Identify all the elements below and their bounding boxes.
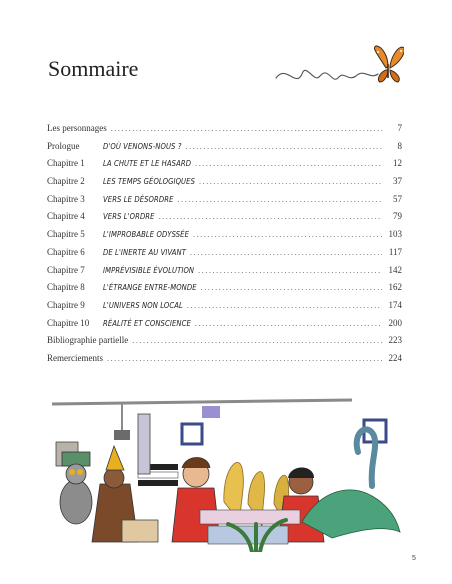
toc-row[interactable] bbox=[47, 211, 402, 229]
table-of-contents bbox=[47, 123, 402, 371]
dot-leader bbox=[195, 159, 382, 168]
toc-entry-title: Remerciements bbox=[47, 352, 103, 363]
toc-chapter-label: Chapitre 5 bbox=[47, 229, 85, 240]
toc-chapter-title: L'UNIVERS NON LOCAL bbox=[103, 300, 183, 310]
toc-page-number: 79 bbox=[393, 211, 402, 222]
toc-page-number: 117 bbox=[388, 246, 402, 257]
toc-page-number: 8 bbox=[397, 140, 402, 151]
crate bbox=[122, 520, 158, 542]
toc-row[interactable] bbox=[47, 247, 402, 265]
toc-row[interactable] bbox=[47, 229, 402, 247]
toc-page-number: 103 bbox=[388, 229, 402, 240]
toc-chapter-label: Chapitre 1 bbox=[47, 158, 85, 169]
toc-row[interactable] bbox=[47, 194, 402, 212]
butterfly-icon bbox=[272, 40, 404, 98]
dot-leader bbox=[111, 124, 382, 133]
dot-leader bbox=[186, 142, 383, 151]
toc-page-number: 12 bbox=[393, 158, 402, 169]
toc-chapter-title: IMPRÉVISIBLE ÉVOLUTION bbox=[103, 265, 195, 275]
toc-row[interactable] bbox=[47, 353, 402, 371]
toc-chapter-title: L'ÉTRANGE ENTRE-MONDE bbox=[103, 283, 197, 293]
comic-illustration bbox=[52, 392, 402, 552]
toc-row[interactable] bbox=[47, 141, 402, 159]
toc-row[interactable] bbox=[47, 176, 402, 194]
dot-leader bbox=[195, 319, 382, 328]
toc-chapter-label: Chapitre 10 bbox=[47, 317, 90, 328]
frame-icon bbox=[182, 424, 202, 444]
standing-figure bbox=[138, 414, 150, 474]
lemur-figure bbox=[60, 480, 92, 524]
toc-page-number: 57 bbox=[393, 193, 402, 204]
page-number: 5 bbox=[412, 555, 416, 562]
lighting-truss bbox=[52, 400, 352, 404]
toc-row[interactable] bbox=[47, 318, 402, 336]
toc-entry-title: Les personnages bbox=[47, 123, 107, 133]
dot-leader bbox=[201, 283, 382, 292]
toc-page-number: 224 bbox=[388, 352, 402, 363]
toc-chapter-label: Chapitre 8 bbox=[47, 282, 85, 293]
toc-row[interactable] bbox=[47, 335, 402, 353]
toc-chapter-label: Chapitre 4 bbox=[47, 211, 85, 222]
toc-page-number: 142 bbox=[388, 264, 402, 275]
dot-leader bbox=[199, 177, 382, 186]
dot-leader bbox=[159, 212, 382, 221]
toc-row[interactable] bbox=[47, 123, 402, 141]
toc-chapter-label: Chapitre 2 bbox=[47, 176, 85, 187]
toc-entry-title: Bibliographie partielle bbox=[47, 335, 129, 346]
dot-leader bbox=[187, 301, 382, 310]
toc-page-number: 223 bbox=[388, 335, 402, 346]
toc-page-number: 162 bbox=[388, 282, 402, 293]
toc-page-number: 7 bbox=[397, 123, 402, 133]
dot-leader bbox=[193, 230, 382, 239]
dot-leader bbox=[198, 266, 382, 275]
toc-chapter-title: LA CHUTE ET LE HASARD bbox=[103, 159, 192, 169]
dot-leader bbox=[132, 336, 382, 345]
video-camera-icon bbox=[202, 406, 220, 418]
toc-chapter-title: LES TEMPS GÉOLOGIQUES bbox=[103, 177, 196, 187]
toc-chapter-title: D'OÙ VENONS-NOUS ? bbox=[103, 141, 182, 151]
toc-row[interactable] bbox=[47, 265, 402, 283]
toc-chapter-title: RÉALITÉ ET CONSCIENCE bbox=[103, 318, 191, 328]
long-neck-dinosaur bbox=[357, 429, 375, 486]
toc-chapter-label: Chapitre 7 bbox=[47, 264, 85, 275]
dot-leader bbox=[107, 354, 382, 363]
toc-page-number: 200 bbox=[388, 317, 402, 328]
page-title: Sommaire bbox=[48, 56, 139, 81]
toc-row[interactable] bbox=[47, 282, 402, 300]
party-hat-icon bbox=[106, 446, 124, 470]
spotlight-icon bbox=[114, 430, 130, 440]
toc-chapter-label: Prologue bbox=[47, 140, 80, 151]
toc-chapter-label: Chapitre 3 bbox=[47, 193, 85, 204]
toc-page-number: 37 bbox=[393, 176, 402, 187]
toc-row[interactable] bbox=[47, 300, 402, 318]
toc-chapter-title: VERS LE DÉSORDRE bbox=[103, 194, 174, 204]
dot-leader bbox=[178, 195, 383, 204]
toc-chapter-label: Chapitre 6 bbox=[47, 246, 85, 257]
toc-chapter-label: Chapitre 9 bbox=[47, 299, 85, 310]
toc-page-number: 174 bbox=[388, 299, 402, 310]
toc-row[interactable] bbox=[47, 158, 402, 176]
dot-leader bbox=[190, 248, 382, 257]
toc-chapter-title: L'IMPROBABLE ODYSSÉE bbox=[103, 230, 190, 240]
toc-chapter-title: VERS L'ORDRE bbox=[103, 212, 155, 222]
toc-chapter-title: DE L'INERTE AU VIVANT bbox=[103, 247, 187, 257]
